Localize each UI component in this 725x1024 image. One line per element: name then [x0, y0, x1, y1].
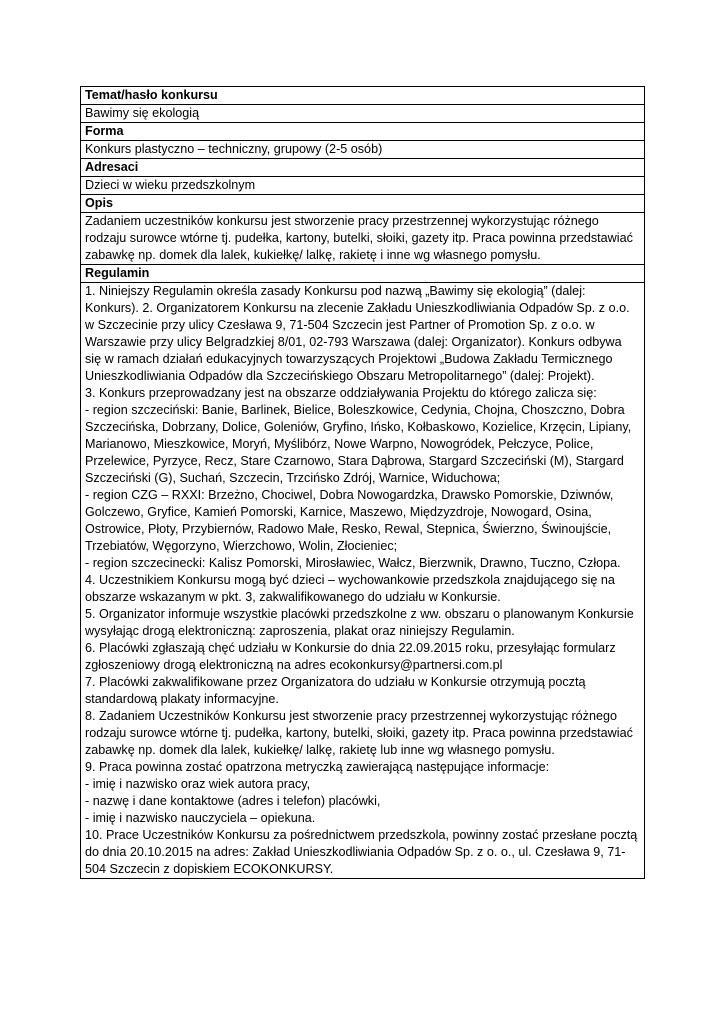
rules-paragraph: 6. Placówki zgłaszają chęć udziału w Konkursie do dnia 22.09.2015 roku, przesyłając formularz zgłoszeniowy drogą elektroniczną na adres ecokonkursy@partnersi.com.pl: [85, 641, 616, 672]
rules-paragraph: - nazwę i dane kontaktowe (adres i telefon) placówki,: [85, 794, 381, 808]
rules-paragraph: 8. Zadaniem Uczestników Konkursu jest stworzenie pracy przestrzennej wykorzystując różnego rodzaju surowce wtórne tj. pudełka, kartony, butelki, słoiki, gazety itp. Praca powinna przedstawiać zabawkę np. domek dla lalek, kukiełkę/ lalkę, rakietę lub inne wg własnego pomysłu.: [85, 709, 633, 757]
description-value: Zadaniem uczestników konkursu jest stworzenie pracy przestrzennej wykorzystując różnego rodzaju surowce wtórne tj. pudełka, kartony, butelki, słoiki, gazety itp. Praca powinna przedstawiać zabawkę np. domek dla lalek, kukiełkę/ lalkę, rakietę i inne wg własnego pomysłu.: [81, 213, 645, 265]
table-row: [81, 159, 645, 177]
rules-paragraph: - imię i nazwisko oraz wiek autora pracy,: [85, 777, 311, 791]
table-row: [81, 123, 645, 141]
topic-heading: Temat/hasło konkursu: [81, 87, 645, 105]
rules-paragraph: - imię i nazwisko nauczyciela – opiekuna.: [85, 811, 316, 825]
topic-value: Bawimy się ekologią: [81, 105, 645, 123]
table-row: [81, 283, 645, 879]
audience-value: Dzieci w wieku przedszkolnym: [81, 177, 645, 195]
rules-paragraph: - region szczeciński: Banie, Barlinek, Bielice, Boleszkowice, Cedynia, Chojna, Choszczno, Dobra Szczecińska, Dobrzany, Dolice, Goleniów, Gryfino, Ińsko, Kołbaskowo, Kozielice, Krzęcin, Lipiany, Marianowo, Mieszkowice, Moryń, Myślibórz, Nowe Warpno, Nowogródek, Pełczyce, Police, Przelewice, Pyrzyce, Recz, Stare Czarnowo, Stara Dąbrowa, Stargard Szczeciński (M), Stargard Szczeciński (G), Suchań, Szczecin, Trzcińsko Zdrój, Warnice, Widuchowa;: [85, 403, 632, 485]
contest-info-table: [80, 86, 645, 879]
form-heading: Forma: [81, 123, 645, 141]
rules-paragraph: - region CZG – RXXI: Brzeżno, Chociwel, Dobra Nowogardzka, Drawsko Pomorskie, Dziwnów, Golczewo, Gryfice, Kamień Pomorski, Karnice, Maszewo, Międzyzdroje, Nowogard, Osina, Ostrowice, Płoty, Przybiernów, Radowo Małe, Resko, Rewal, Stepnica, Świerzno, Świnoujście, Trzebiatów, Węgorzyno, Wierzchowo, Wolin, Złocieniec;: [85, 488, 614, 553]
audience-heading: Adresaci: [81, 159, 645, 177]
table-row: [81, 195, 645, 213]
rules-heading: Regulamin: [81, 265, 645, 283]
rules-paragraph: 7. Placówki zakwalifikowane przez Organizatora do udziału w Konkursie otrzymują pocztą standardową plakaty informacyjne.: [85, 675, 586, 706]
rules-paragraph: 4. Uczestnikiem Konkursu mogą być dzieci – wychowankowie przedszkola znajdującego się na obszarze wskazanym w pkt. 3, zakwalifikowanego do udziału w Konkursie.: [85, 573, 615, 604]
rules-body: [81, 283, 645, 879]
rules-paragraph: 1. Niniejszy Regulamin określa zasady Konkursu pod nazwą „Bawimy się ekologią” (dalej: Konkurs). 2. Organizatorem Konkursu na zlecenie Zakładu Unieszkodliwiania Odpadów Sp. z o.o. w Szczecinie przy ulicy Czesława 9, 71-504 Szczecin jest Partner of Promotion Sp. z o.o. w Warszawie przy ulicy Belgradzkiej 8/01, 02-793 Warszawa (dalej: Organizator). Konkurs odbywa się w ramach działań edukacyjnych towarzyszących Projektowi „Budowa Zakładu Termicznego Unieszkodliwiania Odpadów dla Szczecińskiego Obszaru Metropolitarnego” (dalej: Projekt).: [85, 284, 630, 383]
table-row: [81, 177, 645, 195]
rules-paragraph: 10. Prace Uczestników Konkursu za pośrednictwem przedszkola, powinny zostać przesłane pocztą do dnia 20.10.2015 na adres: Zakład Unieszkodliwiania Odpadów Sp. z o. o., ul. Czesława 9, 71-504 Szczecin z dopiskiem ECOKONKURSY.: [85, 828, 638, 876]
rules-paragraph: 3. Konkurs przeprowadzany jest na obszarze oddziaływania Projektu do którego zalicza się:: [85, 386, 597, 400]
description-heading: Opis: [81, 195, 645, 213]
rules-paragraph: 5. Organizator informuje wszystkie placówki przedszkolne z ww. obszaru o planowanym Konkursie wysyłając drogą elektroniczną: zaproszenia, plakat oraz niniejszy Regulamin.: [85, 607, 634, 638]
rules-paragraph: - region szczecinecki: Kalisz Pomorski, Mirosławiec, Wałcz, Bierzwnik, Drawno, Tuczno, Człopa.: [85, 556, 621, 570]
table-row: [81, 87, 645, 105]
table-row: [81, 141, 645, 159]
table-row: [81, 105, 645, 123]
table-row: [81, 265, 645, 283]
form-value: Konkurs plastyczno – techniczny, grupowy (2-5 osób): [81, 141, 645, 159]
rules-paragraph: 9. Praca powinna zostać opatrzona metryczką zawierającą następujące informacje:: [85, 760, 550, 774]
table-row: [81, 213, 645, 265]
